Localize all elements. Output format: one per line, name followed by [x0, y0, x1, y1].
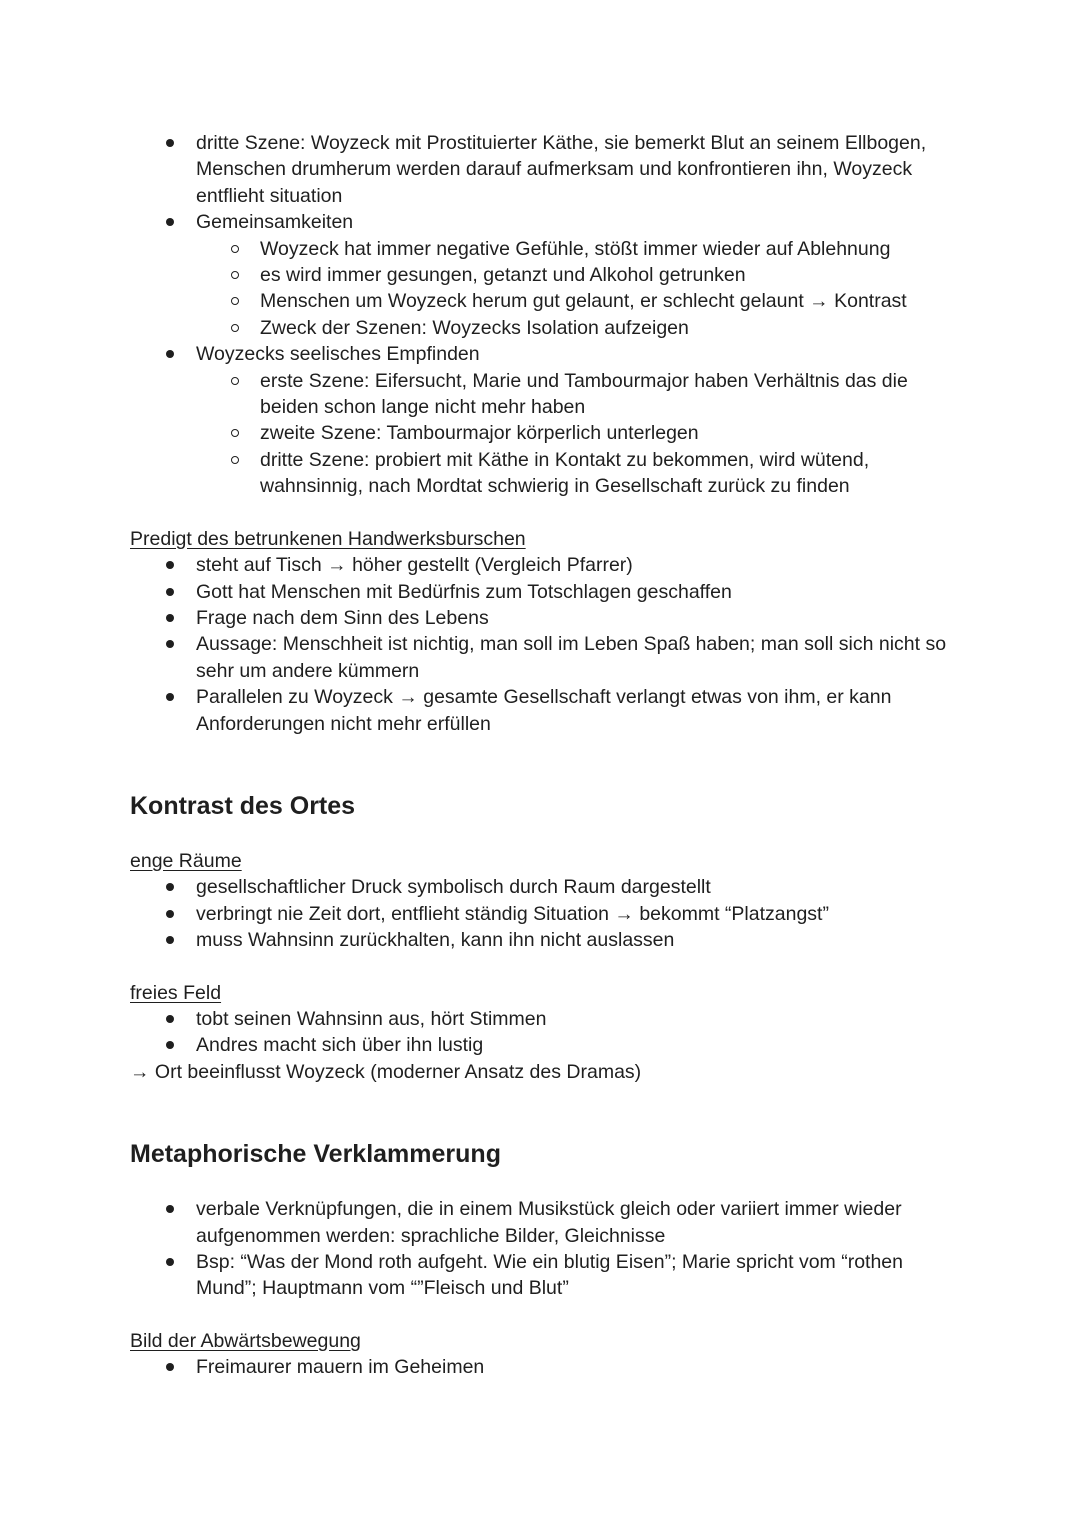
sublist-item-text: Woyzeck hat immer negative Gefühle, stößt immer wieder auf Ablehnung	[260, 237, 891, 260]
hollow-bullet-icon	[231, 297, 239, 305]
list-item-text: Gott hat Menschen mit Bedürfnis zum Totschlagen geschaffen	[196, 580, 732, 603]
list-item	[130, 874, 950, 900]
bullet-icon	[166, 1015, 174, 1023]
feld-list	[130, 1006, 950, 1059]
bullet-icon	[166, 588, 174, 596]
list-item-text: Gemeinsamkeiten	[196, 211, 354, 234]
sublist-item	[196, 315, 950, 341]
bullet-icon	[166, 218, 174, 226]
sublist-item	[196, 368, 950, 421]
sublist-item-text: erste Szene: Eifersucht, Marie und Tambourmajor haben Verhältnis das die beiden schon lange nicht mehr haben	[260, 369, 908, 419]
sublist-item-text: Menschen um Woyzeck herum gut gelaunt, er schlecht gelaunt → Kontrast	[260, 290, 907, 313]
bullet-icon	[166, 1258, 174, 1266]
subheading-abwaertsbewegung: Bild der Abwärtsbewegung	[130, 1329, 361, 1352]
list-item	[130, 901, 950, 927]
sublist-item	[196, 288, 950, 314]
list-item	[130, 579, 950, 605]
list-item	[130, 684, 950, 737]
list-item-text: dritte Szene: Woyzeck mit Prostituierter Käthe, sie bemerkt Blut an seinem Ellbogen, Menschen drumherum werden darauf aufmerksam und konfrontieren ihn, Woyzeck entflieht situation	[196, 132, 927, 207]
sublist-item-text: es wird immer gesungen, getanzt und Alkohol getrunken	[260, 264, 746, 287]
list-item	[130, 605, 950, 631]
abwaerts-list	[130, 1354, 950, 1380]
bullet-icon	[166, 1205, 174, 1213]
conclusion-text: → Ort beeinflusst Woyzeck (moderner Ansatz des Dramas)	[130, 1060, 642, 1083]
hollow-bullet-icon	[231, 377, 239, 385]
hollow-bullet-icon	[231, 245, 239, 253]
hollow-bullet-icon	[231, 324, 239, 332]
enge-list	[130, 874, 950, 953]
bullet-icon	[166, 614, 174, 622]
list-item	[130, 1354, 950, 1380]
list-item-text: verbale Verknüpfungen, die in einem Musikstück gleich oder variiert immer wieder aufgenommen werden: sprachliche Bilder, Gleichnisse	[196, 1198, 902, 1247]
list-item	[130, 1249, 950, 1302]
bullet-icon	[166, 936, 174, 944]
sublist-gemeinsamkeiten	[196, 236, 950, 342]
sublist-item	[196, 447, 950, 500]
bullet-icon	[166, 350, 174, 358]
section-title-kontrast: Kontrast des Ortes	[130, 791, 356, 820]
list-item-text: Aussage: Menschheit ist nichtig, man soll im Leben Spaß haben; man soll sich nicht so sehr um andere kümmern	[196, 633, 947, 682]
list-item-text: Freimaurer mauern im Geheimen	[196, 1356, 485, 1379]
list-item-text: Frage nach dem Sinn des Lebens	[196, 606, 489, 629]
predigt-list	[130, 552, 950, 737]
section-title-metapher: Metaphorische Verklammerung	[130, 1140, 501, 1169]
subheading-freies-feld: freies Feld	[130, 981, 222, 1004]
list-item	[130, 209, 950, 341]
sublist-item-text: zweite Szene: Tambourmajor körperlich unterlegen	[260, 422, 699, 445]
list-item-text: muss Wahnsinn zurückhalten, kann ihn nicht auslassen	[196, 929, 675, 952]
list-item	[130, 552, 950, 578]
sublist-item-text: Zweck der Szenen: Woyzecks Isolation aufzeigen	[260, 316, 689, 339]
list-item	[130, 631, 950, 684]
list-item	[130, 1196, 950, 1249]
sublist-item	[196, 236, 950, 262]
bullet-icon	[166, 910, 174, 918]
list-item	[130, 927, 950, 953]
list-item-text: verbringt nie Zeit dort, entflieht ständig Situation → bekommt “Platzangst”	[196, 902, 829, 925]
scene-list	[130, 130, 950, 500]
hollow-bullet-icon	[231, 456, 239, 464]
list-item-text: tobt seinen Wahnsinn aus, hört Stimmen	[196, 1007, 547, 1030]
list-item-text: steht auf Tisch → höher gestellt (Vergleich Pfarrer)	[196, 554, 633, 577]
sublist-empfinden	[196, 368, 950, 500]
bullet-icon	[166, 1041, 174, 1049]
bullet-icon	[166, 693, 174, 701]
list-item-text: Andres macht sich über ihn lustig	[196, 1034, 484, 1057]
list-item	[130, 1006, 950, 1032]
hollow-bullet-icon	[231, 429, 239, 437]
subheading-enge-raeume: enge Räume	[130, 849, 242, 872]
list-item	[130, 341, 950, 499]
list-item-text: Bsp: “Was der Mond roth aufgeht. Wie ein blutig Eisen”; Marie spricht vom “rothen Mund”; Hauptmann vom “”Fleisch und Blut”	[196, 1251, 903, 1300]
sublist-item	[196, 420, 950, 446]
section-heading-predigt: Predigt des betrunkenen Handwerksburschen	[130, 527, 526, 550]
list-item-text: Parallelen zu Woyzeck → gesamte Gesellschaft verlangt etwas von ihm, er kann Anforderungen nicht mehr erfüllen	[196, 686, 892, 735]
sublist-item-text: dritte Szene: probiert mit Käthe in Kontakt zu bekommen, wird wütend, wahnsinnig, nach Mordtat schwierig in Gesellschaft zurück zu finden	[260, 448, 870, 498]
list-item-text: gesellschaftlicher Druck symbolisch durch Raum dargestellt	[196, 876, 711, 899]
sublist-item	[196, 262, 950, 288]
bullet-icon	[166, 883, 174, 891]
bullet-icon	[166, 640, 174, 648]
bullet-icon	[166, 1363, 174, 1371]
list-item	[130, 130, 950, 209]
bullet-icon	[166, 139, 174, 147]
list-item	[130, 1032, 950, 1058]
bullet-icon	[166, 561, 174, 569]
hollow-bullet-icon	[231, 271, 239, 279]
metapher-list	[130, 1196, 950, 1302]
document-content	[130, 130, 950, 1381]
list-item-text: Woyzecks seelisches Empfinden	[196, 343, 480, 366]
